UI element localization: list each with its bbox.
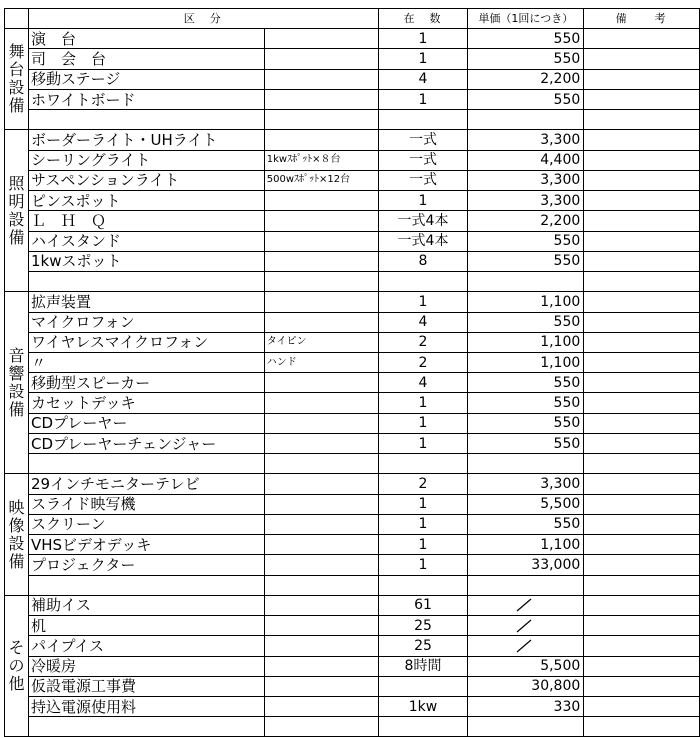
item-detail <box>264 656 378 676</box>
blank-row <box>5 110 700 130</box>
item-detail <box>264 474 378 494</box>
item-unit-price: 550 <box>468 373 584 393</box>
item-detail <box>264 231 378 251</box>
table-row <box>5 616 700 636</box>
item-name: ボーダーライト・UHライト <box>28 130 264 150</box>
item-detail <box>264 696 378 716</box>
item-name: ホワイトボード <box>28 89 264 109</box>
item-quantity: 61 <box>378 595 468 615</box>
item-detail: ハンド <box>264 352 378 372</box>
table-row <box>5 433 700 453</box>
empty-cell <box>378 717 468 737</box>
item-unit-price: 1,100 <box>468 332 584 352</box>
item-remarks <box>584 413 700 433</box>
table-row <box>5 69 700 89</box>
item-remarks <box>584 29 700 49</box>
table-row <box>5 150 700 170</box>
item-name: マイクロフォン <box>28 312 264 332</box>
table-row <box>5 292 700 312</box>
empty-cell <box>264 575 378 595</box>
item-remarks <box>584 211 700 231</box>
item-quantity: 一式4本 <box>378 211 468 231</box>
item-detail: 500wｽﾎﾟｯﾄ×12台 <box>264 170 378 190</box>
item-quantity: 1 <box>378 89 468 109</box>
item-quantity: 1 <box>378 514 468 534</box>
item-quantity: 2 <box>378 474 468 494</box>
empty-cell <box>468 272 584 292</box>
item-name: 演 台 <box>28 29 264 49</box>
item-name: 29インチモニターテレビ <box>28 474 264 494</box>
item-unit-price: 550 <box>468 29 584 49</box>
item-detail <box>264 433 378 453</box>
item-detail: タイピン <box>264 332 378 352</box>
item-quantity: 1 <box>378 433 468 453</box>
item-name: 机 <box>28 616 264 636</box>
item-name: 補助イス <box>28 595 264 615</box>
item-detail <box>264 494 378 514</box>
item-detail <box>264 251 378 271</box>
item-name: 冷暖房 <box>28 656 264 676</box>
item-remarks <box>584 535 700 555</box>
header-remarks: 備 考 <box>584 9 700 29</box>
blank-row <box>5 717 700 737</box>
header-row <box>5 9 700 29</box>
item-detail <box>264 89 378 109</box>
item-unit-price: 550 <box>468 89 584 109</box>
table-row <box>5 191 700 211</box>
item-remarks <box>584 130 700 150</box>
table-row <box>5 656 700 676</box>
table-row <box>5 373 700 393</box>
item-remarks <box>584 636 700 656</box>
item-unit-price: 550 <box>468 312 584 332</box>
empty-cell <box>378 454 468 474</box>
item-quantity: 4 <box>378 373 468 393</box>
item-detail <box>264 29 378 49</box>
item-detail <box>264 211 378 231</box>
item-detail <box>264 636 378 656</box>
category-label: 照明設備 <box>8 173 25 247</box>
empty-cell <box>28 454 264 474</box>
item-unit-price: 30,800 <box>468 676 584 696</box>
item-remarks <box>584 494 700 514</box>
item-unit-price: 33,000 <box>468 555 584 575</box>
item-remarks <box>584 251 700 271</box>
item-name: VHSビデオデッキ <box>28 535 264 555</box>
item-quantity: 一式 <box>378 150 468 170</box>
empty-cell <box>378 272 468 292</box>
blank-row <box>5 575 700 595</box>
item-name: シーリングライト <box>28 150 264 170</box>
empty-cell <box>28 110 264 130</box>
item-remarks <box>584 231 700 251</box>
item-remarks <box>584 595 700 615</box>
item-quantity: 2 <box>378 352 468 372</box>
item-quantity: 8 <box>378 251 468 271</box>
item-detail <box>264 312 378 332</box>
table-row <box>5 211 700 231</box>
table-row <box>5 696 700 716</box>
table-row <box>5 413 700 433</box>
item-remarks <box>584 170 700 190</box>
item-quantity: 1 <box>378 535 468 555</box>
item-quantity: 1 <box>378 494 468 514</box>
item-remarks <box>584 433 700 453</box>
item-unit-price: 1,100 <box>468 292 584 312</box>
item-unit-price: 1,100 <box>468 352 584 372</box>
item-name: 司 会 台 <box>28 49 264 69</box>
item-name: ハイスタンド <box>28 231 264 251</box>
item-name: スライド映写機 <box>28 494 264 514</box>
item-quantity: 8時間 <box>378 656 468 676</box>
table-row <box>5 29 700 49</box>
item-name: サスペンションライト <box>28 170 264 190</box>
item-unit-price: 550 <box>468 413 584 433</box>
empty-cell <box>264 110 378 130</box>
item-unit-price: 550 <box>468 49 584 69</box>
item-unit-price: 3,300 <box>468 474 584 494</box>
item-unit-price: 3,300 <box>468 191 584 211</box>
item-remarks <box>584 656 700 676</box>
slash-mark-icon <box>515 639 533 653</box>
item-detail <box>264 413 378 433</box>
item-unit-price <box>468 616 584 636</box>
table-row <box>5 130 700 150</box>
item-remarks <box>584 312 700 332</box>
table-row <box>5 312 700 332</box>
item-quantity: 1 <box>378 49 468 69</box>
item-name: 拡声装置 <box>28 292 264 312</box>
item-quantity: 1 <box>378 292 468 312</box>
item-detail <box>264 292 378 312</box>
empty-cell <box>584 454 700 474</box>
item-unit-price: 5,500 <box>468 656 584 676</box>
table-row <box>5 49 700 69</box>
empty-cell <box>264 454 378 474</box>
item-quantity: 一式4本 <box>378 231 468 251</box>
rental-fee-table <box>4 8 700 737</box>
item-detail <box>264 49 378 69</box>
item-remarks <box>584 89 700 109</box>
item-remarks <box>584 150 700 170</box>
empty-cell <box>584 110 700 130</box>
item-remarks <box>584 69 700 89</box>
item-detail <box>264 535 378 555</box>
empty-cell <box>28 575 264 595</box>
item-name: パイプイス <box>28 636 264 656</box>
item-remarks <box>584 393 700 413</box>
item-detail <box>264 191 378 211</box>
empty-cell <box>264 272 378 292</box>
header-category: 区 分 <box>28 9 378 29</box>
item-detail <box>264 373 378 393</box>
table-row <box>5 555 700 575</box>
category-label: 映像設備 <box>8 497 25 571</box>
item-remarks <box>584 292 700 312</box>
item-name: プロジェクター <box>28 555 264 575</box>
category-cell <box>5 130 29 292</box>
item-unit-price: 3,300 <box>468 170 584 190</box>
item-unit-price: 550 <box>468 393 584 413</box>
item-unit-price: 550 <box>468 514 584 534</box>
table-row <box>5 474 700 494</box>
empty-cell <box>584 575 700 595</box>
item-name: ワイヤレスマイクロフォン <box>28 332 264 352</box>
item-remarks <box>584 352 700 372</box>
item-remarks <box>584 696 700 716</box>
table-row <box>5 636 700 656</box>
empty-cell <box>584 272 700 292</box>
item-remarks <box>584 332 700 352</box>
item-name: 仮設電源工事費 <box>28 676 264 696</box>
category-label: 音響設備 <box>8 345 25 419</box>
item-detail <box>264 616 378 636</box>
table-row <box>5 514 700 534</box>
item-quantity: 4 <box>378 69 468 89</box>
empty-cell <box>378 575 468 595</box>
item-unit-price: 2,200 <box>468 69 584 89</box>
item-quantity: 25 <box>378 636 468 656</box>
item-quantity: 1 <box>378 555 468 575</box>
table-row <box>5 676 700 696</box>
item-name: CDプレーヤー <box>28 413 264 433</box>
empty-cell <box>28 272 264 292</box>
item-remarks <box>584 555 700 575</box>
item-unit-price: 3,300 <box>468 130 584 150</box>
item-name: 移動ステージ <box>28 69 264 89</box>
empty-cell <box>264 717 378 737</box>
item-name: 移動型スピーカー <box>28 373 264 393</box>
header-unit-price: 単価（1回につき） <box>468 9 584 29</box>
empty-cell <box>468 717 584 737</box>
item-quantity <box>378 676 468 696</box>
item-detail <box>264 555 378 575</box>
item-quantity: 一式 <box>378 130 468 150</box>
category-label: 舞台設備 <box>8 42 25 116</box>
empty-cell <box>468 454 584 474</box>
item-name: カセットデッキ <box>28 393 264 413</box>
item-remarks <box>584 49 700 69</box>
item-unit-price: 4,400 <box>468 150 584 170</box>
item-remarks <box>584 373 700 393</box>
item-quantity: 2 <box>378 332 468 352</box>
blank-row <box>5 272 700 292</box>
table-row <box>5 393 700 413</box>
empty-cell <box>584 717 700 737</box>
slash-mark-icon <box>515 619 533 633</box>
item-detail <box>264 69 378 89</box>
table-row <box>5 352 700 372</box>
item-unit-price: 1,100 <box>468 535 584 555</box>
empty-cell <box>378 110 468 130</box>
item-unit-price: 550 <box>468 251 584 271</box>
item-detail <box>264 595 378 615</box>
item-quantity: 一式 <box>378 170 468 190</box>
item-remarks <box>584 191 700 211</box>
item-name: 1kwスポット <box>28 251 264 271</box>
item-remarks <box>584 474 700 494</box>
category-cell <box>5 292 29 474</box>
category-cell <box>5 474 29 595</box>
item-unit-price: 5,500 <box>468 494 584 514</box>
header-quantity: 在 数 <box>378 9 468 29</box>
item-quantity: 4 <box>378 312 468 332</box>
item-name: CDプレーヤーチェンジャー <box>28 433 264 453</box>
empty-cell <box>468 110 584 130</box>
item-remarks <box>584 514 700 534</box>
item-detail: 1kwｽﾎﾟｯﾄ×８台 <box>264 150 378 170</box>
item-quantity: 1 <box>378 393 468 413</box>
category-cell <box>5 29 29 130</box>
table-row <box>5 535 700 555</box>
table-row <box>5 251 700 271</box>
table-row <box>5 170 700 190</box>
header-corner <box>5 9 29 29</box>
item-quantity: 25 <box>378 616 468 636</box>
table-row <box>5 494 700 514</box>
table-row <box>5 332 700 352</box>
item-remarks <box>584 616 700 636</box>
item-unit-price: 550 <box>468 231 584 251</box>
item-remarks <box>584 676 700 696</box>
table-row <box>5 595 700 615</box>
blank-row <box>5 454 700 474</box>
item-quantity: 1 <box>378 191 468 211</box>
item-unit-price: 330 <box>468 696 584 716</box>
item-detail <box>264 514 378 534</box>
item-detail <box>264 130 378 150</box>
table-row <box>5 89 700 109</box>
slash-mark-icon <box>515 598 533 612</box>
category-cell <box>5 595 29 737</box>
item-name: 持込電源使用料 <box>28 696 264 716</box>
empty-cell <box>28 717 264 737</box>
category-label: その他 <box>8 638 25 694</box>
item-unit-price: 2,200 <box>468 211 584 231</box>
item-name: Ｌ Ｈ Ｑ <box>28 211 264 231</box>
item-quantity: 1kw <box>378 696 468 716</box>
item-name: 〃 <box>28 352 264 372</box>
item-unit-price: 550 <box>468 433 584 453</box>
item-unit-price <box>468 595 584 615</box>
item-quantity: 1 <box>378 413 468 433</box>
item-name: スクリーン <box>28 514 264 534</box>
empty-cell <box>468 575 584 595</box>
item-detail <box>264 676 378 696</box>
table-row <box>5 231 700 251</box>
item-detail <box>264 393 378 413</box>
item-unit-price <box>468 636 584 656</box>
item-name: ピンスポット <box>28 191 264 211</box>
item-quantity: 1 <box>378 29 468 49</box>
